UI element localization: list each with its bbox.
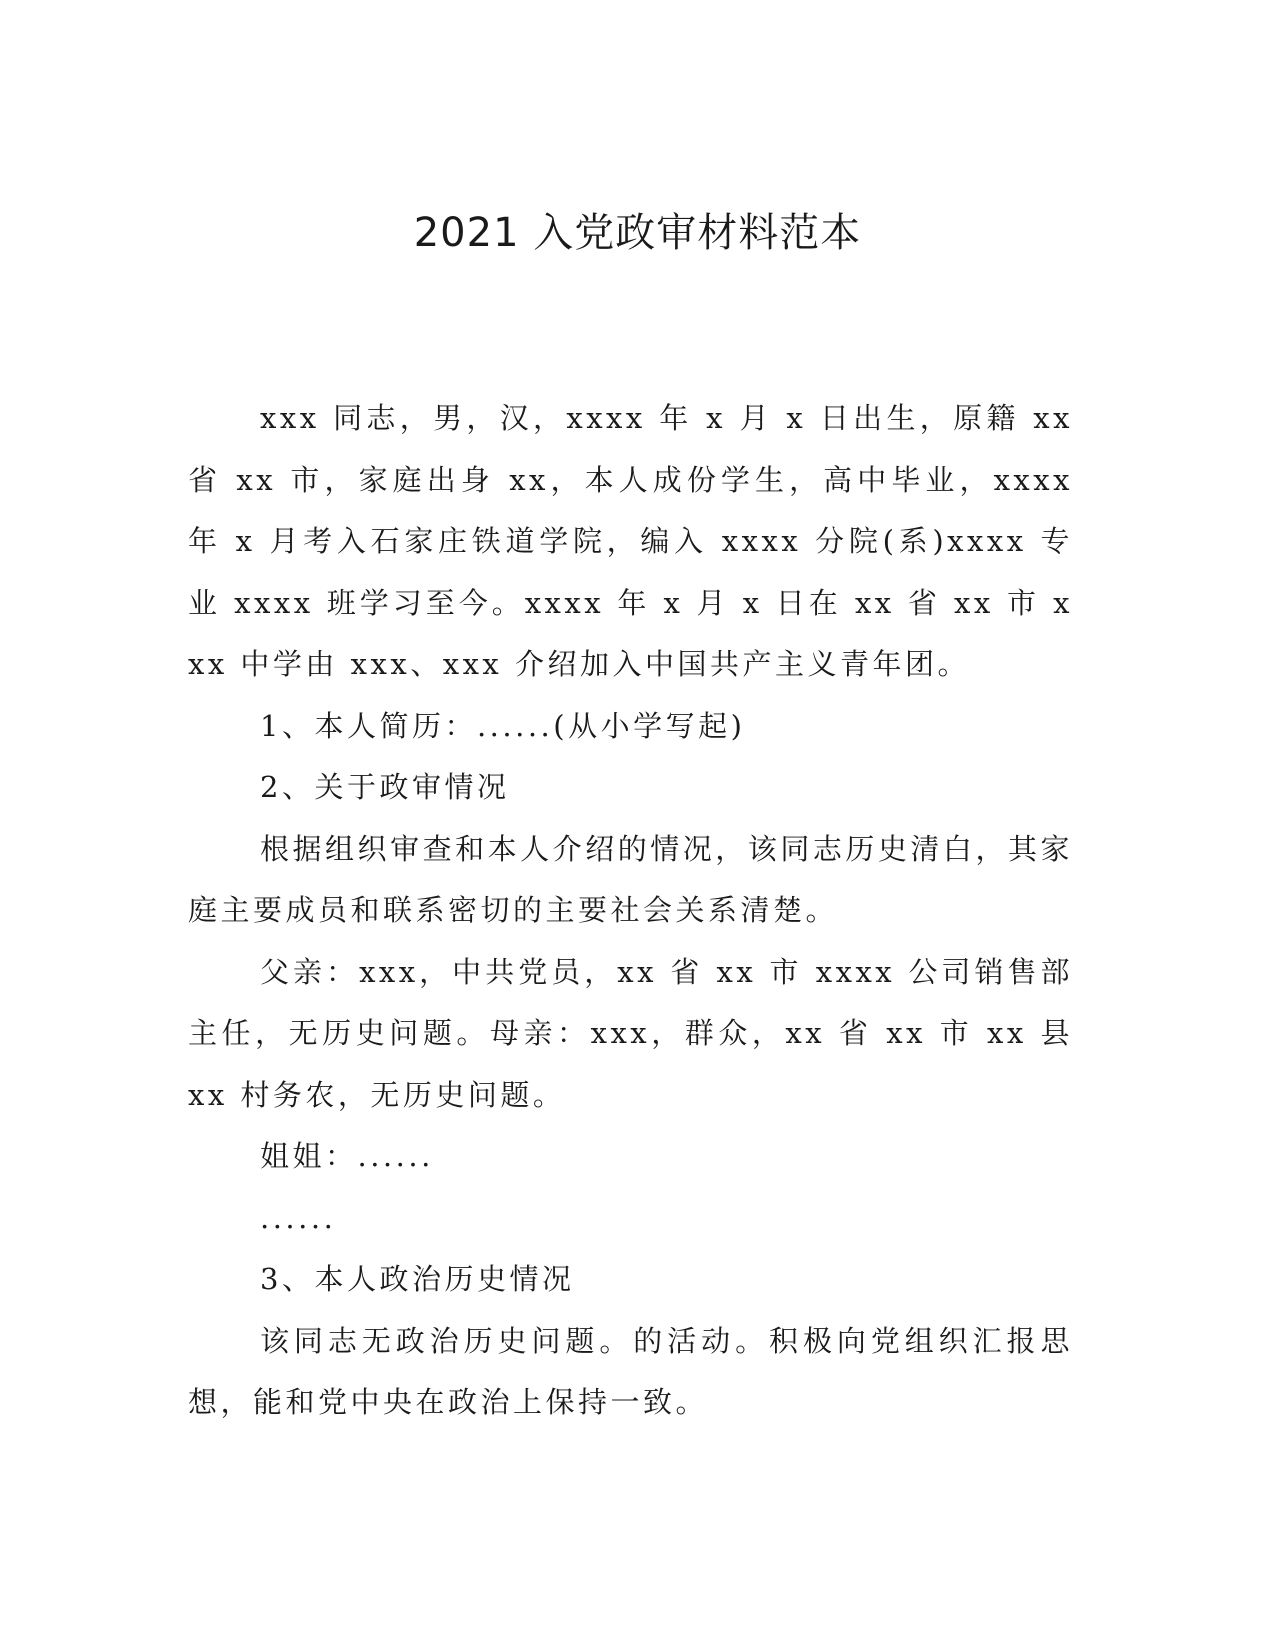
sister-paragraph: 姐姐：...... <box>260 1139 434 1173</box>
political-heading: 3、本人政治历史情况 <box>260 1262 575 1296</box>
ellipsis-paragraph: ...... <box>260 1200 337 1235</box>
review-heading: 2、关于政审情况 <box>260 770 510 804</box>
resume-heading: 1、本人简历：......(从小学写起) <box>260 708 746 743</box>
intro-paragraph: xxx 同志，男，汉，xxxx 年 x 月 x 日出生，原籍 xx 省 xx 市，家庭出身 xx，本人成份学生，高中毕业，xxxx 年 x 月考入石家庄铁道学院，编入 xxxx 分院(系)xxxx 专业 xxxx 班学习至今。xxxx 年 x 月 x 日在 xx 省 xx 市 xxx 中学由 xxx、xxx 介绍加入中国共产主义青年团。 <box>188 401 1073 681</box>
political-paragraph: 该同志无政治历史问题。的活动。积极向党组织汇报思想，能和党中央在政治上保持一致。 <box>188 1323 1073 1419</box>
parents-paragraph: 父亲：xxx，中共党员，xx 省 xx 市 xxxx 公司销售部主任，无历史问题。母亲：xxx，群众，xx 省 xx 市 xx 县 xx 村务农，无历史问题。 <box>188 954 1073 1112</box>
document-body <box>188 388 1073 1434</box>
document-title: 2021 入党政审材料范本 <box>413 210 862 256</box>
review-paragraph: 根据组织审查和本人介绍的情况，该同志历史清白，其家庭主要成员和联系密切的主要社会关系清楚。 <box>188 831 1073 927</box>
